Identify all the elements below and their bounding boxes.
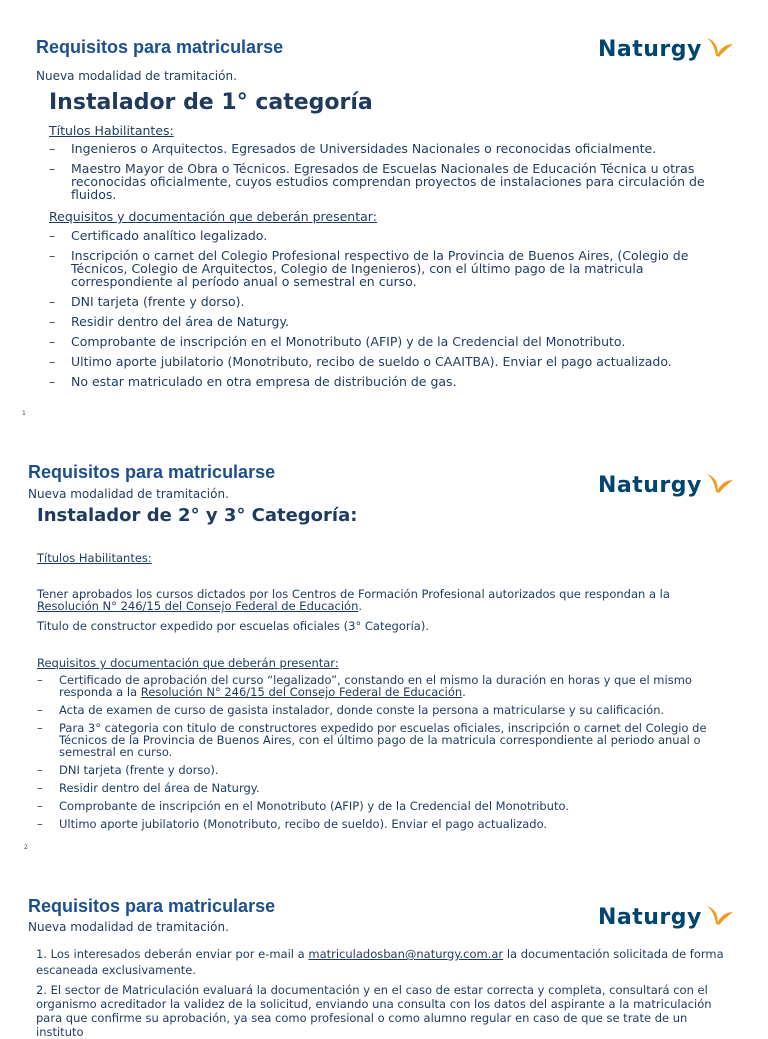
list-item: – Acta de examen de curso de gasista instalador, donde conste la persona a matricularse y su calificación. — [37, 704, 727, 716]
list-item: – Certificado analítico legalizado. — [49, 229, 729, 242]
logo-wordmark: Naturgy — [598, 472, 702, 498]
logo-wordmark: Naturgy — [598, 904, 702, 930]
page-number: 1 — [22, 410, 26, 417]
list-item: – Inscripción o carnet del Colegio Profesional respectivo de la Provincia de Buenos Aires, (Colegio de Técnicos, Colegio de Arquitectos, Colegio de Ingenieros), con el último pago de la matricula correspondiente al período anual o semestral en curso. — [49, 249, 729, 288]
requirements-list — [37, 674, 727, 836]
naturgy-logo — [598, 470, 734, 500]
butterfly-icon — [704, 902, 734, 932]
list-item: – Ingenieros o Arquitectos. Egresados de Universidades Nacionales o reconocidas oficialmente. — [49, 142, 729, 155]
requirements-heading: Requisitos y documentación que deberán presentar: — [49, 209, 377, 224]
slide-subtitle: Nueva modalidad de tramitación. — [28, 487, 229, 501]
step-2: 2. El sector de Matriculación evaluará la documentación y en el caso de estar correcta y completa, consultará con el organismo acreditador la validez de la solicitud, enviando una consulta con los datos del aspirante a la matriculación para que confirme su aprobación, ya sea como profesional o como alumno regular en caso de que se trate de un instituto — [36, 983, 712, 1039]
titles-list — [49, 142, 729, 208]
list-item: – Comprobante de inscripción en el Monotributo (AFIP) y de la Credencial del Monotributo. — [37, 800, 727, 812]
slide-2 — [0, 450, 768, 860]
email-link[interactable]: matriculadosban@naturgy.com.ar — [308, 947, 504, 961]
list-item: – DNI tarjeta (frente y dorso). — [37, 764, 727, 776]
page-heading: Instalador de 1° categoría — [49, 90, 373, 115]
naturgy-logo — [598, 902, 734, 932]
titles-constructor: Titulo de constructor expedido por escuelas oficiales (3° Categoría). — [37, 619, 429, 633]
slide-subtitle: Nueva modalidad de tramitación. — [28, 920, 229, 934]
resolution-link[interactable]: Resolución N° 246/15 del Consejo Federal de Educación — [140, 685, 463, 699]
slide-header: Requisitos para matricularse — [28, 896, 276, 916]
titles-heading: Títulos Habilitantes: — [37, 551, 152, 565]
list-item: – Comprobante de inscripción en el Monotributo (AFIP) y de la Credencial del Monotributo. — [49, 335, 729, 348]
requirements-heading: Requisitos y documentación que deberán presentar: — [37, 656, 339, 670]
naturgy-logo — [598, 34, 734, 64]
butterfly-icon — [704, 470, 734, 500]
titles-text: Tener aprobados los cursos dictados por los Centros de Formación Profesional autorizados que respondan a la — [37, 587, 670, 601]
list-item: – Residir dentro del área de Naturgy. — [49, 315, 729, 328]
logo-wordmark: Naturgy — [598, 36, 702, 62]
list-item: – Ultimo aporte jubilatorio (Monotributo, recibo de sueldo o CAAITBA). Enviar el pago actualizado. — [49, 355, 729, 368]
list-item: – No estar matriculado en otra empresa de distribución de gas. — [49, 375, 729, 388]
slide-1 — [0, 0, 768, 430]
list-item: – Ultimo aporte jubilatorio (Monotributo, recibo de sueldo). Enviar el pago actualizado. — [37, 818, 727, 830]
req-text: Certificado de aprobación del curso “legalizado”, constando en el mismo la duración en horas y que el mismo responda a la — [59, 673, 692, 699]
titles-heading: Títulos Habilitantes: — [49, 123, 174, 138]
list-item: – Residir dentro del área de Naturgy. — [37, 782, 727, 794]
slide-3 — [0, 880, 768, 1039]
resolution-link[interactable]: Resolución N° 246/15 del Consejo Federal de Educación — [37, 599, 359, 613]
list-item: – Maestro Mayor de Obra o Técnicos. Egresados de Escuelas Nacionales de Educación Técnica u otras reconocidas oficialmente, cuyos estudios comprendan proyectos de instalaciones para circulación de fluidos. — [49, 162, 729, 201]
slide-header: Requisitos para matricularse — [36, 37, 284, 57]
butterfly-icon — [704, 34, 734, 64]
requirements-list — [49, 229, 729, 395]
step-1 — [36, 946, 736, 978]
list-item: – DNI tarjeta (frente y dorso). — [49, 295, 729, 308]
list-item: – Certificado de aprobación del curso “legalizado”, constando en el mismo la duración en horas y que el mismo responda a la Resolución N° 246/15 del Consejo Federal de Educación. — [37, 674, 727, 698]
slide-subtitle: Nueva modalidad de tramitación. — [36, 69, 237, 83]
step-1-text: 1. Los interesados deberán enviar por e-mail a — [36, 947, 305, 961]
titles-paragraph: Tener aprobados los cursos dictados por los Centros de Formación Profesional autorizados que respondan a la Resolución N° 246/15 del Consejo Federal de Educación. — [37, 587, 670, 613]
step-1-text-end: la documentación solicitada de forma escaneada exclusivamente. — [36, 947, 724, 977]
list-item: – Para 3° categoria con titulo de constructores expedido por escuelas oficiales, inscripción o carnet del Colegio de Técnicos de la Provincia de Buenos Aires, con el último pago de la matricula correspondiente al periodo anual o semestral en curso. — [37, 722, 727, 758]
slide-header: Requisitos para matricularse — [28, 462, 276, 482]
page-heading: Instalador de 2° y 3° Categoría: — [37, 505, 358, 526]
page-number: 2 — [24, 844, 28, 851]
